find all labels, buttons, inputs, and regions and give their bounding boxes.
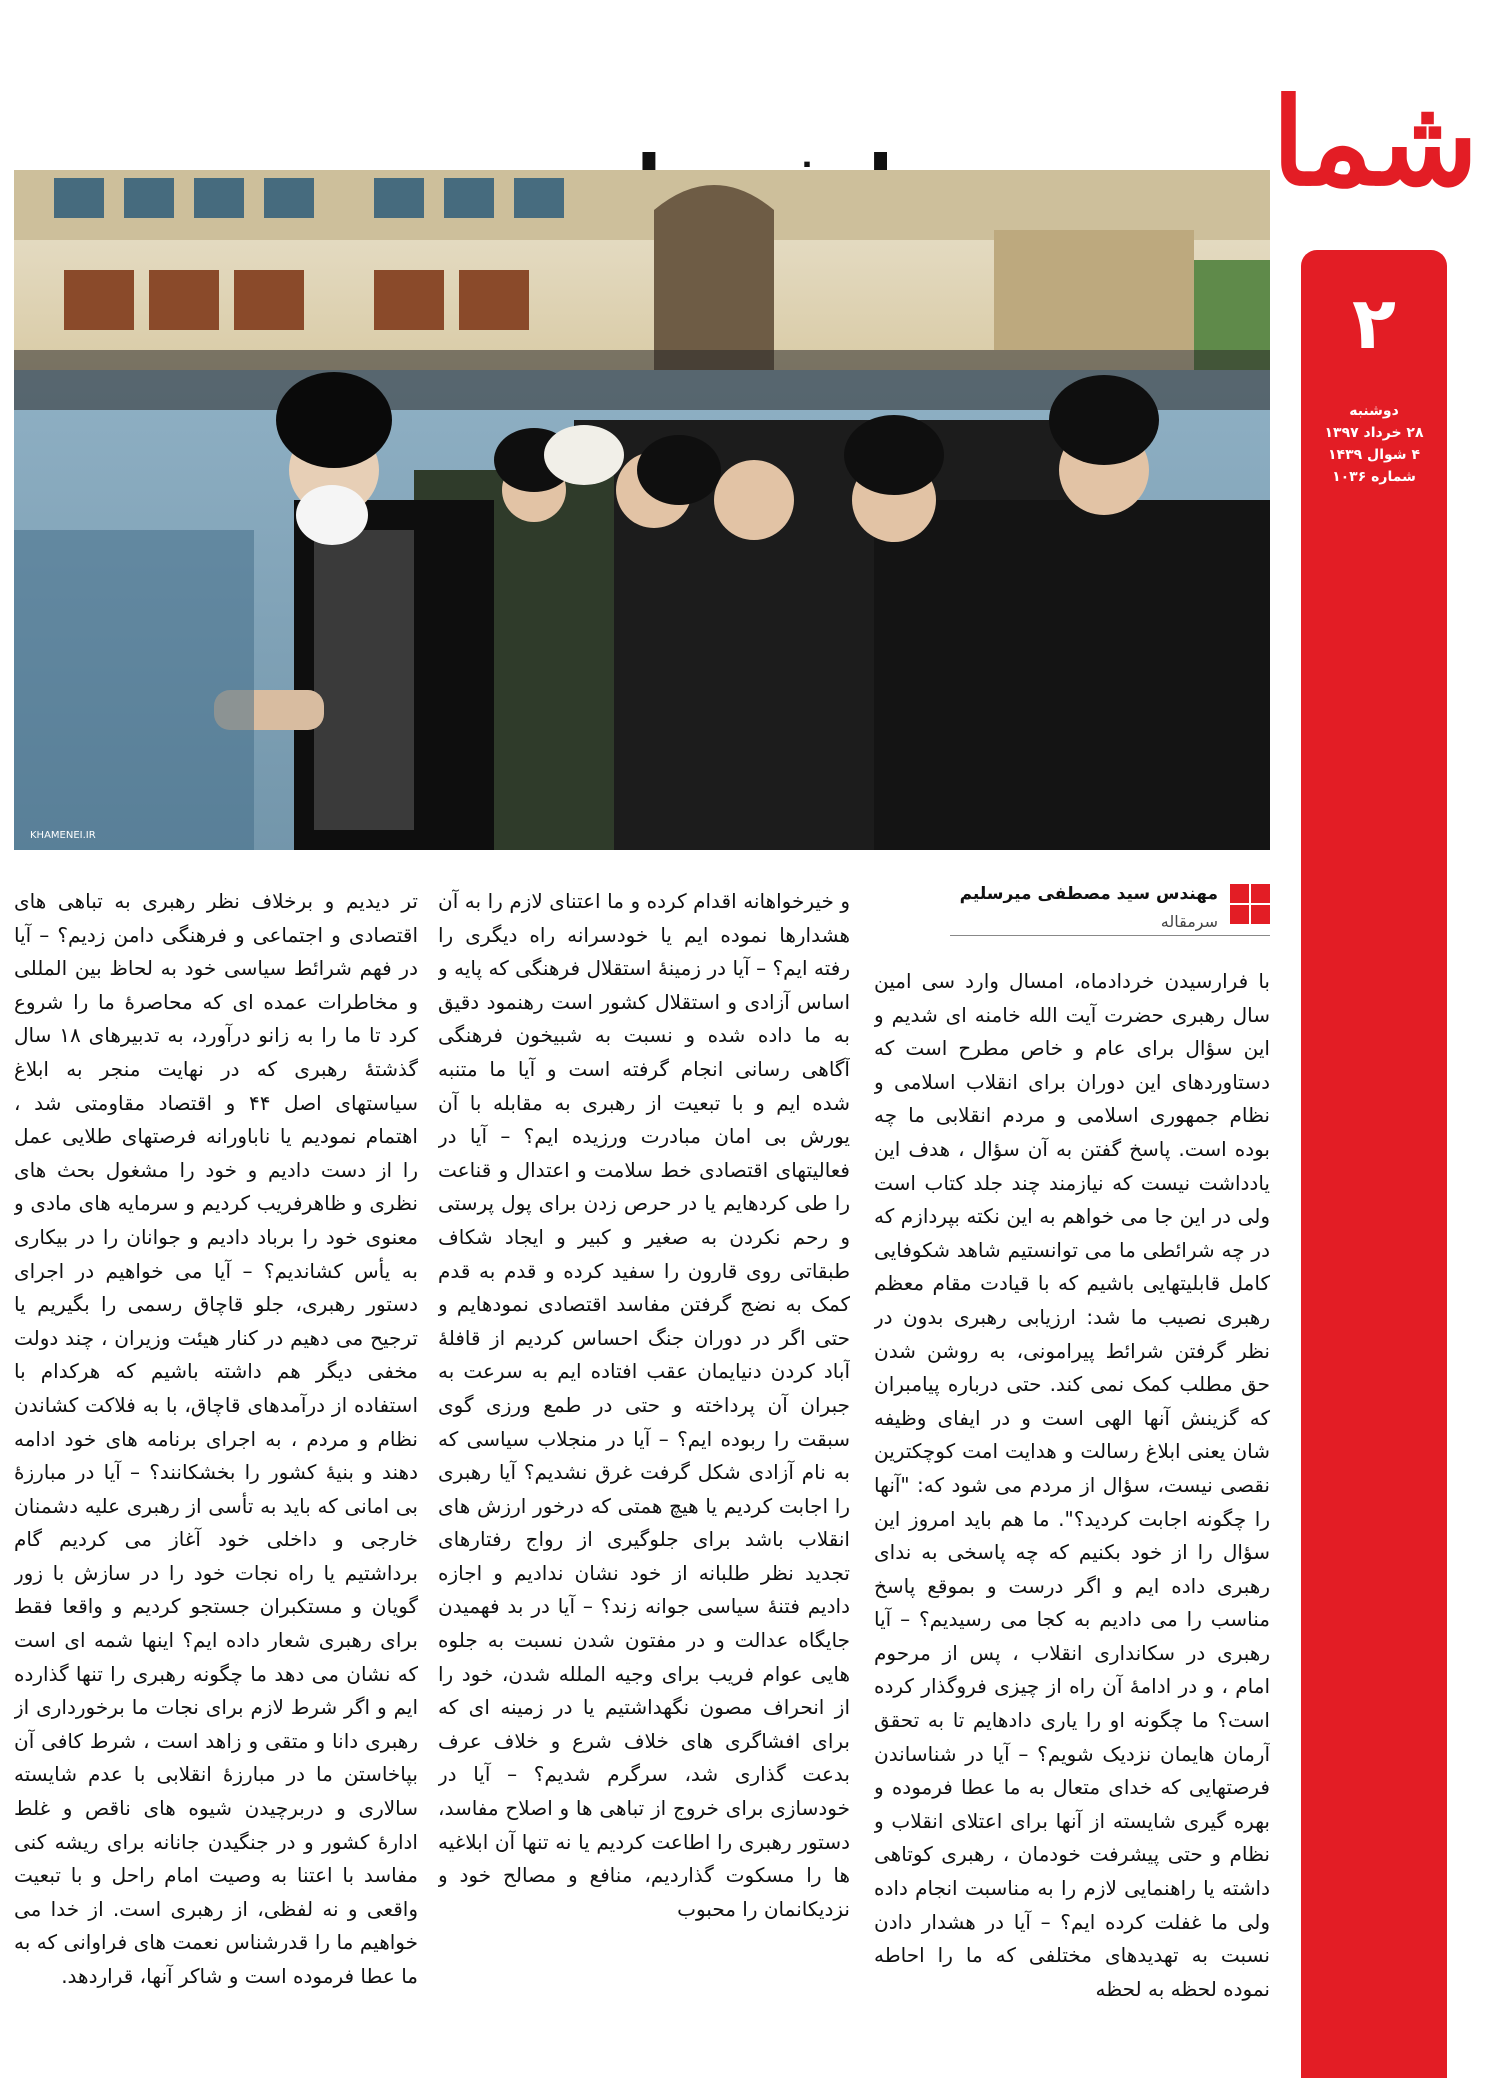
issue-day: دوشنبه <box>1349 403 1399 419</box>
editorial-square-icon <box>1230 884 1270 924</box>
article-text-col1: با فرارسیدن خردادماه، امسال وارد سی امین سال رهبری حضرت آیت الله خامنه ای شدیم و این سؤال برای عام و خاص مطرح است که دستاوردهای این دوران برای انقلاب اسلامی و نظام جمهوری اسلامی و مردم انقلابی ما چه بوده است. پاسخ گفتن به آن سؤال ، هدف این یادداشت نیست که نیازمند چند جلد کتاب است ولی در این جا می خواهم به این نکته بپردازم که در چه شرائطی ما می توانستیم شاهد شکوفایی کامل قابلیتهایی باشیم که با قیادت مقام معظم رهبری نصیب ما شد: ارزیابی رهبری بدون در نظر گرفتن شرائط پیرامونی، به روشن شدن حق مطلب کمک نمی کند. حتی درباره پیامبران که گزینش آنها الهی است و در ایفای وظیفه شان یعنی ابلاغ رسالت و هدایت امت کوچکترین نقصی نیست، سؤال از مردم می شود که: "آنها را چگونه اجابت کردید؟". ما هم باید امروز این سؤال را از خود بکنیم که چه پاسخی به ندای رهبری داده ایم و اگر درست و بموقع پاسخ مناسب را می دادیم به کجا می رسیدیم؟ – آیا رهبری در سکانداری انقلاب ، پس از مرحوم امام ، و در ادامهٔ آن راه از چیزی فروگذار کرده است؟ ما چگونه او را یاری دادهایم تا به تحقق آرمان هایمان نزدیک شویم؟ – آیا در شناساندن فرصتهایی که خدای متعال به ما عطا فرموده و بهره گیری شایسته از آنها برای اعتلای انقلاب و نظام و حتی پیشرفت خودمان ، رهبری کوتاهی داشته یا راهنمایی لازم را به مناسبت انجام داده ولی ما غفلت کرده ایم؟ – آیا در هشدار دادن نسبت به تهدیدهای مختلفی که ما را احاطه نموده لحظه به لحظه <box>874 969 1270 2001</box>
article-column-3 <box>14 885 418 2070</box>
article-text-col3: تر دیدیم و برخلاف نظر رهبری به تباهی های اقتصادی و اجتماعی و فرهنگی دامن زدیم؟ – آیا در فهم شرائط سیاسی خود به لحاظ بین المللی و مخاطرات عمده ای که محاصرهٔ ما را شروع کرد تا ما را به زانو درآورد، به تدبیرهای ۱۸ سال گذشتهٔ رهبری که در نهایت منجر به ابلاغ سیاستهای اصل ۴۴ و اقتصاد مقاومتی شد ، اهتمام نمودیم یا ناباورانه فرصتهای طلایی عمل را از دست دادیم و خود را مشغول بحث های نظری و ظاهرفریب کردیم و سرمایه های مادی و معنوی خود را برباد دادیم و جوانان را در بیکاری به یأس کشاندیم؟ – آیا می خواهیم در اجرای دستور رهبری، جلو قاچاق رسمی را بگیریم یا ترجیح می دهیم در کنار هیئت وزیران ، چند دولت مخفی دیگر هم داشته باشیم که هرکدام با استفاده از درآمدهای قاچاق، با به فلاکت کشاندن نظام و مردم ، به اجرای برنامه های خود ادامه دهند و بنیهٔ کشور را بخشکانند؟ – آیا در مبارزهٔ بی امانی که باید به تأسی از رهبری علیه دشمنان خارجی و داخلی خود آغاز می کردیم گام برداشتیم یا راه نجات خود را در سازش با زور گویان و مستکبران جستجو کردیم و واقعا فقط برای رهبری شعار داده ایم؟ اینها شمه ای است که نشان می دهد ما چگونه رهبری را تنها گذارده ایم و اگر شرط لازم برای نجات ما برخورداری از رهبری دانا و متقی و زاهد است ، شرط کافی آن بپاخاستن ما در مبارزهٔ انقلابی با عدم شایسته سالاری و دربرچیدن شیوه های ناقص و غلط ادارهٔ کشور و در جنگیدن جانانه برای ریشه کنی مفاسد با اعتنا به وصیت امام راحل و با تبعیت واقعی و نه لفظی، از رهبری است. از خدا می خواهیم ما را قدرشناس نعمت های فراوانی که به ما عطا فرموده است و شاکر آنها، قراردهد. <box>14 889 418 1988</box>
page-number: ۲ <box>1352 281 1396 365</box>
issue-info <box>1309 400 1439 488</box>
issue-date-solar: ۲۸ خرداد ۱۳۹۷ <box>1324 425 1424 441</box>
issue-date-lunar: ۴ شوال ۱۴۳۹ <box>1328 447 1420 463</box>
photo-credit: KHAMENEI.IR <box>30 830 96 841</box>
author-name: مهندس سید مصطفی میرسلیم <box>959 884 1218 904</box>
byline-divider <box>950 935 1270 936</box>
issue-sidebar <box>1301 250 1447 2078</box>
byline <box>950 880 1270 960</box>
cover-photo <box>14 170 1270 850</box>
cover-photo-illustration <box>14 170 1270 850</box>
article-text-col2: و خیرخواهانه اقدام کرده و ما اعتنای لازم را به آن هشدارها نموده ایم یا خودسرانه راه دیگری را رفته ایم؟ – آیا در زمینهٔ استقلال فرهنگی که پایه و اساس آزادی و استقلال کشور است رهنمود دقیق به ما داده شده و نسبت به شبیخون فرهنگی آگاهی رسانی انجام گرفته است و آیا ما متنبه شده ایم و با تبعیت از رهبری به مقابله با آن یورش بی امان مبادرت ورزیده ایم؟ – آیا در فعالیتهای اقتصادی خط سلامت و اعتدال و قناعت را طی کردهایم یا در حرص زدن برای پول پرستی و رحم نکردن به صغیر و کبیر و ایجاد شکاف طبقاتی روی قارون را سفید کرده و قدم به قدم کمک به نضج گرفتن مفاسد اقتصادی نمودهایم و حتی اگر در دوران جنگ احساس کردیم از قافلهٔ آباد کردن دنیایمان عقب افتاده ایم به سرعت به جبران آن پرداخته و حتی در طمع ورزی گوی سبقت را ربوده ایم؟ – آیا در منجلاب سیاسی که به نام آزادی شکل گرفت غرق نشدیم؟ آیا رهبری را اجابت کردیم یا هیچ همتی که درخور ارزش های انقلاب باشد برای جلوگیری از رواج رفتارهای تجدید نظر طلبانه از خود نشان ندادیم و اجازه دادیم فتنهٔ سیاسی جوانه زند؟ – آیا در بد فهمیدن جایگاه عدالت و در مفتون شدن نسبت به جلوه هایی عوام فریب برای وجیه الملله شدن، خود را از انحراف مصون نگهداشتیم یا در زمینه ای که برای افشاگری های خلاف شرع و خلاف عرف بدعت گذاری شد، سرگرم شدیم؟ – آیا در خودسازی برای خروج از تباهی ها و اصلاح مفاسد، دستور رهبری را اطاعت کردیم یا نه تنها آن ابلاغیه ها را مسکوت گذاردیم، منافع و مصالح خود و نزدیکانمان را محبوب <box>438 889 850 1921</box>
masthead-logo: شما <box>1271 71 1479 213</box>
author-role: سرمقاله <box>1160 912 1218 931</box>
article-column-1 <box>874 965 1270 2070</box>
article-column-2 <box>438 885 850 2070</box>
issue-number: شماره ۱۰۳۶ <box>1332 469 1416 485</box>
